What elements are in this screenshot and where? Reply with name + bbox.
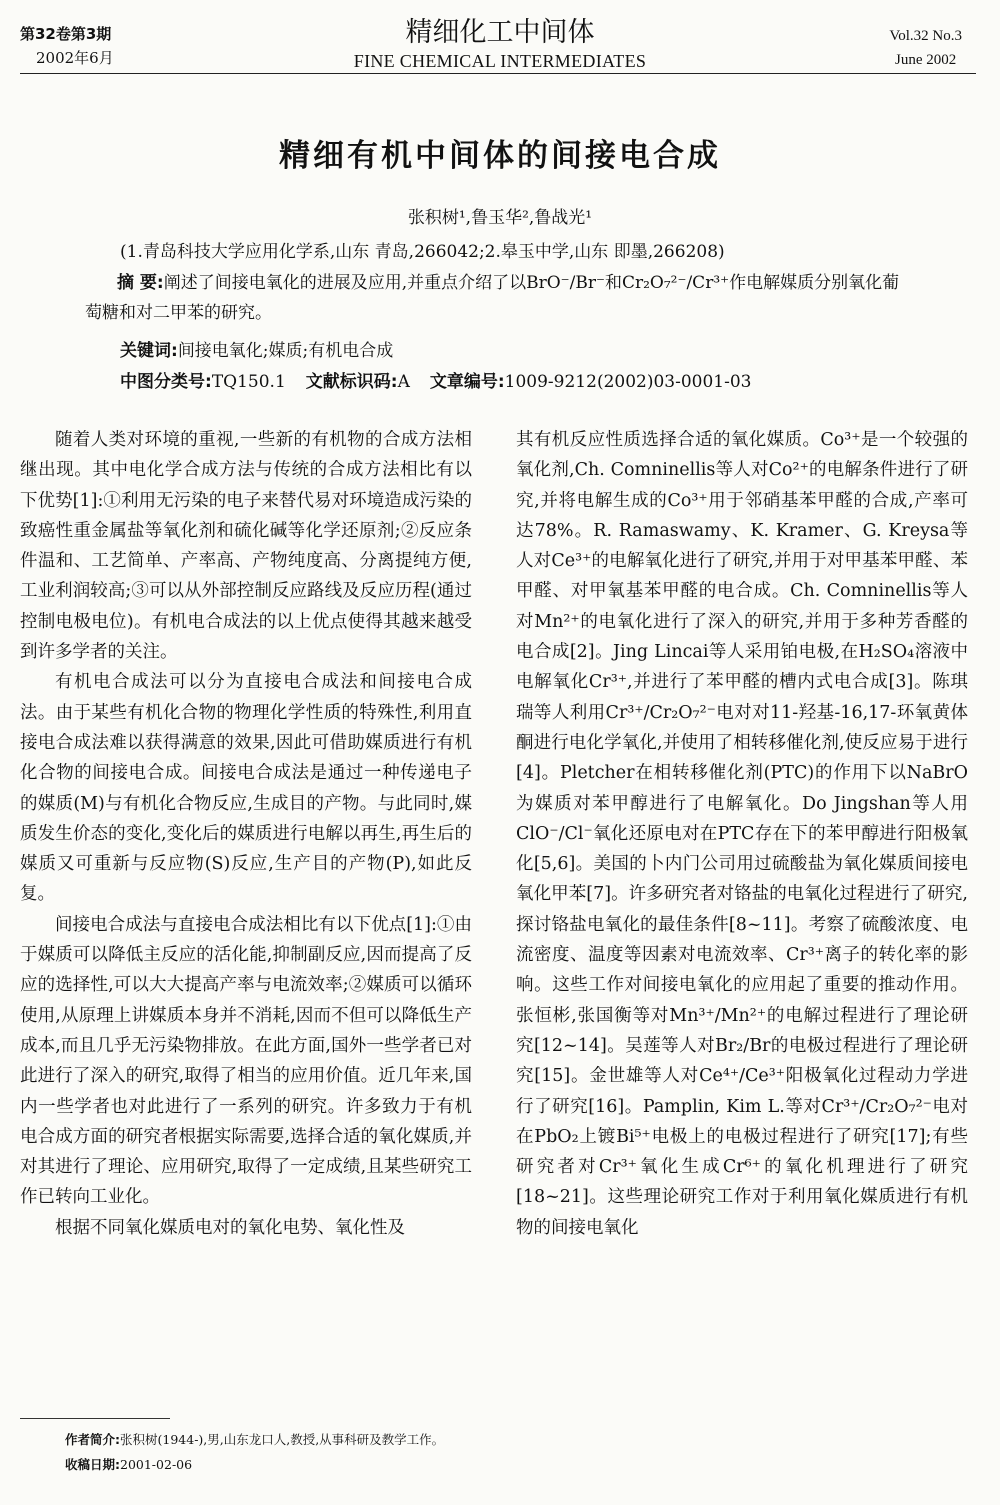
body-paragraph: 有机电合成法可以分为直接电合成法和间接电合成法。由于某些有机化合物的物理化学性质的特殊性,利用直接电合成法难以获得满意的效果,因此可借助媒质进行有机化合物的间接电合成。间接电合成法是通过一种传递电子的媒质(M)与有机化合物反应,生成目的产物。与此同时,媒质发生价态的变化,变化后的媒质进行电解以再生,再生后的媒质又可重新与反应物(S)反应,生产目的产物(P),如此反复。 [20,672,472,905]
clc-value: TQ150.1 [211,372,286,392]
author-bio-text: 张积树(1944-),男,山东龙口人,教授,从事科研及教学工作。 [120,1432,445,1447]
volume-issue-cn: 第32卷第3期 [20,25,112,43]
body-column-left [20,425,472,1243]
header-rule [20,73,976,74]
body-paragraph: 其有机反应性质选择合适的氧化媒质。Co³⁺是一个较强的氧化剂,Ch. Comninellis等人对Co²⁺的电解条件进行了研究,并将电解生成的Co³⁺用于邻硝基苯甲醛的合成,产率可达78%。R. Ramaswamy、K. Kramer、G. Kreysa等人对Ce³⁺的电解氧化进行了研究,并用于对甲基苯甲醛、苯甲醛、对甲氧基苯甲醛的电合成。Ch. Comninellis等人对Mn²⁺的电氧化进行了深入的研究,并用于多种芳香醛的电合成[2]。Jing Lincai等人采用铂电极,在H₂SO₄溶液中电解氧化Cr³⁺,并进行了苯甲醛的槽内式电合成[3]。陈琪瑞等人利用Cr³⁺/Cr₂O₇²⁻电对对11-羟基-16,17-环氧黄体酮进行电化学氧化,并使用了相转移催化剂,使反应易于进行[4]。Pletcher在相转移催化剂(PTC)的作用下以NaBrO为媒质对苯甲醇进行了电解氧化。Do Jingshan等人用ClO⁻/Cl⁻氧化还原电对在PTC存在下的苯甲醇进行阳极氧化[5,6]。美国的卜内门公司用过硫酸盐为氧化媒质间接电氧化甲苯[7]。许多研究者对铬盐的电氧化过程进行了研究,探讨铬盐电氧化的最佳条件[8~11]。考察了硫酸浓度、电流密度、温度等因素对电流效率、Cr³⁺离子的转化率的影响。这些工作对间接电氧化的应用起了重要的推动作用。张恒彬,张国衡等对Mn³⁺/Mn²⁺的电解过程进行了理论研究[12~14]。吴莲等人对Br₂/Br的电极过程进行了理论研究[15]。金世雄等人对Ce⁴⁺/Ce³⁺阳极氧化过程动力学进行了研究[16]。Pamplin, Kim L.等对Cr³⁺/Cr₂O₇²⁻电对在PbO₂上镀Bi⁵⁺电极上的电极过程进行了研究[17];有些研究者对Cr³⁺氧化生成Cr⁶⁺的氧化机理进行了研究[18~21]。这些理论研究工作对于利用氧化媒质进行有机物的间接电氧化 [516,430,968,1238]
abstract [85,268,915,328]
article-no-label: 文章编号: [429,372,505,392]
keywords-text: 间接电氧化;媒质;有机电合成 [177,341,394,361]
keywords [120,336,393,361]
author-bio-label: 作者简介: [65,1432,120,1447]
abstract-text: 阐述了间接电氧化的进展及应用,并重点介绍了以BrO⁻/Br⁻和Cr₂O₇²⁻/Cr³⁺作电解媒质分别氧化葡萄糖和对二甲苯的研究。 [85,273,900,323]
body-paragraph: 随着人类对环境的重视,一些新的有机物的合成方法相继出现。其中电化学合成方法与传统的合成方法相比有以下优势[1]:①利用无污染的电子来替代易对环境造成污染的致癌性重金属盐等氧化剂和硫化碱等化学还原剂;②反应条件温和、工艺简单、产率高、产物纯度高、分离提纯方便,工业利润较高;③可以从外部控制反应路线及反应历程(通过控制电极电位)。有机电合成法的以上优点使得其越来越受到许多学者的关注。 [20,430,472,663]
affiliation: (1.青岛科技大学应用化学系,山东 青岛,266042;2.皋玉中学,山东 即墨,266208) [120,242,725,262]
received-date [65,1455,192,1473]
article-no-value: 1009-9212(2002)03-0001-03 [504,372,752,392]
author-bio [65,1430,444,1448]
keywords-label: 关键词: [120,341,178,361]
footnote-rule [20,1418,170,1419]
abstract-label: 摘 要: [117,273,164,293]
journal-masthead [0,16,1000,72]
date-en: June 2002 [895,52,957,68]
received-value: 2001-02-06 [120,1457,193,1472]
issue-info-en [889,24,962,72]
received-label: 收稿日期: [65,1457,120,1472]
clc-label: 中图分类号: [120,372,212,392]
classification-line [120,367,752,392]
date-cn: 2002年6月 [36,49,114,67]
body-paragraph: 根据不同氧化媒质电对的氧化电势、氧化性及 [55,1217,405,1238]
volume-issue-en: Vol.32 No.3 [889,28,962,44]
journal-title-cn: 精细化工中间体 [405,17,595,48]
doc-code-label: 文献标识码: [305,372,398,392]
article-title: 精细有机中间体的间接电合成 [279,138,721,174]
journal-title-en: FINE CHEMICAL INTERMEDIATES [353,51,647,71]
author-list: 张积树¹,鲁玉华²,鲁战光¹ [407,208,593,228]
body-paragraph: 间接电合成法与直接电合成法相比有以下优点[1]:①由于媒质可以降低主反应的活化能,抑制副反应,因而提高了反应的选择性,可以大大提高产率与电流效率;②媒质可以循环使用,从原理上讲媒质本身并不消耗,因而不但可以降低生产成本,而且几乎无污染物排放。在此方面,国外一些学者已对此进行了深入的研究,取得了相当的应用价值。近几年来,国内一些学者也对此进行了一系列的研究。许多致力于有机电合成方面的研究者根据实际需要,选择合适的氧化媒质,并对其进行了理论、应用研究,取得了一定成绩,且某些研究工作已转向工业化。 [20,914,472,1208]
doc-code-value: A [397,372,410,392]
body-column-right [516,425,968,1243]
